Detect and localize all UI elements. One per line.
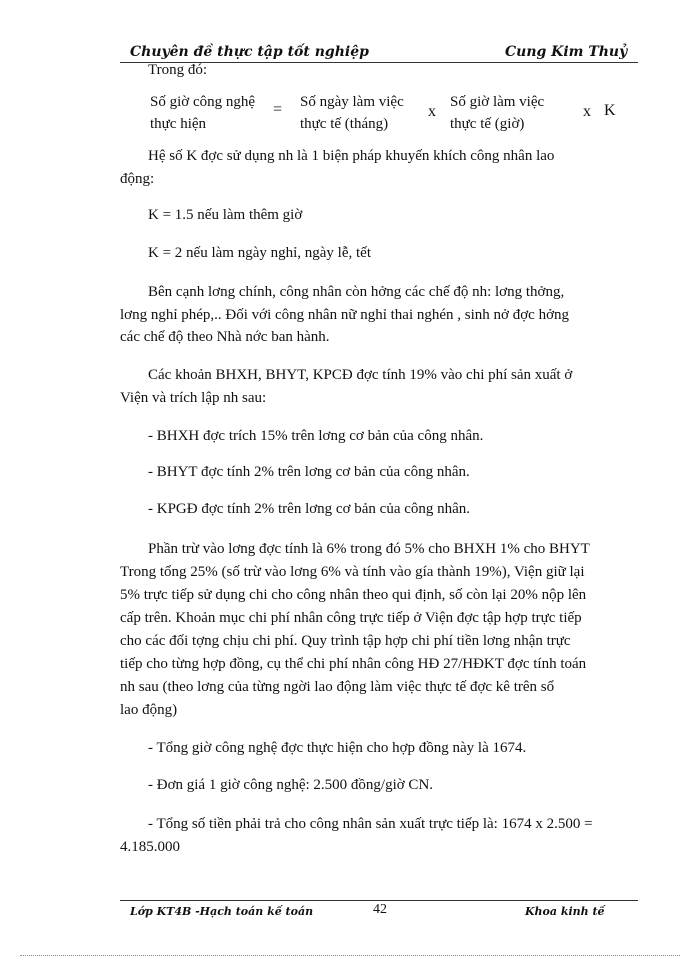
p3-line1: Các khoản BHXH, BHYT, KPCĐ đợc tính 19% vào chi phí sản xuất ở [148,367,573,383]
detail-total-pay-line1: - Tổng số tiền phải trả cho công nhân sản xuất trực tiếp là: 1674 x 2.500 = [148,816,593,832]
formula-term1-line1: Số giờ công nghệ [150,94,256,110]
page-bottom-dotted-line [20,955,680,956]
p1-line2: động: [120,171,155,187]
p4-line4: cấp trên. Khoản mục chi phí nhân công trực tiếp ở Viện đợc tập hợp trực tiếp [120,610,582,626]
trong-do-label: Trong đó: [148,62,208,78]
footer-right-faculty: Khoa kinh tế [525,905,605,918]
p3-line2: Viện và trích lập nh sau: [120,390,267,406]
p2-line3: các chế độ theo Nhà nớc ban hành. [120,329,330,345]
bullet-bhyt: - BHYT đợc tính 2% trên lơng cơ bản của công nhân. [148,464,470,480]
footer-rule [120,900,638,901]
detail-unit-price: - Đơn giá 1 giờ công nghệ: 2.500 đồng/giờ CN. [148,777,434,793]
p1-line1: Hệ số K đợc sử dụng nh là 1 biện pháp khuyến khích công nhân lao [148,148,555,164]
formula-term2-line1: Số ngày làm việc [300,94,404,110]
bullet-bhxh: - BHXH đợc trích 15% trên lơng cơ bản của công nhân. [148,428,484,444]
footer-left-class: Lớp KT4B -Hạch toán kế toán [130,905,314,918]
p4-line2: Trong tổng 25% (số trừ vào lơng 6% và tính vào gía thành 19%), Viện giữ lại [120,564,585,580]
p2-line2: lơng nghỉ phép,.. Đối với công nhân nữ nghỉ thai nghén , sinh nở đợc hởng [120,307,569,323]
p4-line7: nh sau (theo lơng của từng ngời lao động làm việc thực tế đợc kê trên sổ [120,679,555,695]
p4-line6: tiếp cho từng hợp đồng, cụ thể chi phí nhân công HĐ 27/HĐKT đợc tính toán [120,656,587,672]
formula-term2-line2: thực tế (tháng) [300,116,389,132]
formula-term1-line2: thực hiện [150,116,207,132]
p4-line8: lao động) [120,702,178,718]
p4-line5: cho các đối tợng chịu chi phí. Quy trình tập hợp chi phí tiền lơng nhận trực [120,633,571,649]
bullet-kpgd: - KPGĐ đợc tính 2% trên lơng cơ bản của công nhân. [148,501,471,517]
formula-k: K [604,102,616,119]
k-overtime: K = 1.5 nếu làm thêm giờ [148,207,303,223]
header-right-author: Cung Kim Thuỷ [505,44,628,60]
k-holiday: K = 2 nếu làm ngày nghỉ, ngày lễ, tết [148,245,371,261]
p4-line1: Phần trừ vào lơng đợc tính là 6% trong đó 5% cho BHXH 1% cho BHYT [148,541,590,557]
detail-total-pay-line2: 4.185.000 [120,839,180,855]
formula-times-1: x [428,103,436,120]
page-number: 42 [373,902,387,917]
p2-line1: Bên cạnh lơng chính, công nhân còn hởng các chế độ nh: lơng thởng, [148,284,565,300]
formula-term3-line1: Số giờ làm việc [450,94,545,110]
header-left-title: Chuyên đề thực tập tốt nghiệp [130,44,369,60]
formula-equals: = [273,101,283,118]
p4-line3: 5% trực tiếp sử dụng chi cho công nhân theo qui định, số còn lại 20% nộp lên [120,587,587,603]
formula-times-2: x [583,103,591,120]
detail-total-hours: - Tổng giờ công nghệ đợc thực hiện cho hợp đồng này là 1674. [148,740,527,756]
formula-term3-line2: thực tế (giờ) [450,116,525,132]
